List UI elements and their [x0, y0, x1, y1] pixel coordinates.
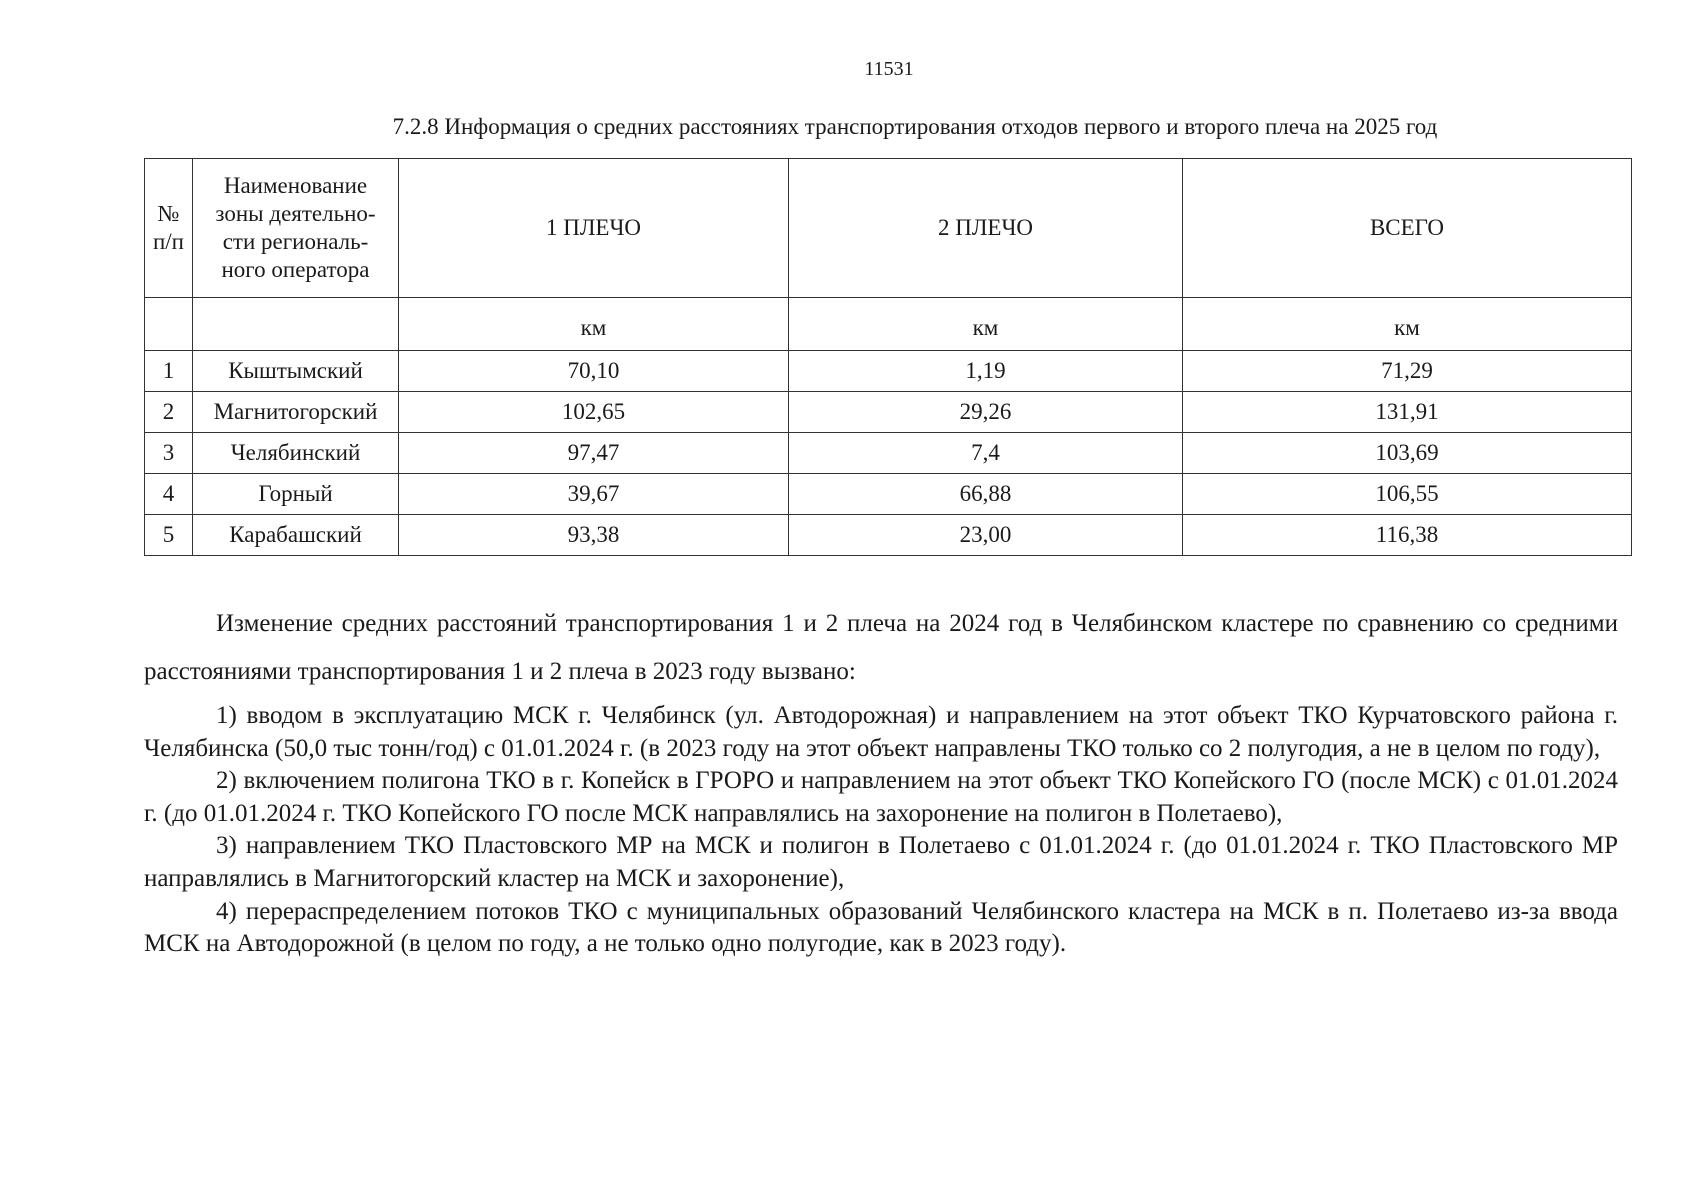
row-total: 131,91: [1183, 392, 1632, 433]
table-units-row: [145, 298, 1632, 351]
list-item: 3) направлением ТКО Пластовского МР на МСК и полигон в Полетаево с 01.01.2024 г. (до 01.01.2024 г. ТКО Пластовского МР направлялись в Магнитогорский кластер на МСК и захоронение),: [144, 832, 1618, 892]
row-total: 106,55: [1183, 474, 1632, 515]
header-num: № п/п: [145, 159, 193, 298]
row-num: 1: [145, 351, 193, 392]
row-leg1: 97,47: [399, 433, 789, 474]
row-leg1: 39,67: [399, 474, 789, 515]
unit-cell: [193, 298, 399, 351]
row-zone-name: Магнитогорский: [193, 392, 399, 433]
unit-cell: км: [789, 298, 1183, 351]
row-num: 5: [145, 515, 193, 556]
header-zone-name: Наименование зоны деятельно- сти региональ- ного оператора: [193, 159, 399, 298]
table-caption: 7.2.8 Информация о средних расстояниях транспортирования отходов первого и второго плеча на 2025 год: [392, 114, 1438, 139]
list-item: 1) вводом в эксплуатацию МСК г. Челябинск (ул. Автодорожная) и направлением на этот объект ТКО Курчатовского района г. Челябинска (50,0 тыс тонн/год) с 01.01.2024 г. (в 2023 году на этот объект направлены ТКО только со 2 полугодия, а не в целом по году),: [144, 702, 1618, 762]
row-num: 3: [145, 433, 193, 474]
table-row: [145, 392, 1632, 433]
header-leg1: 1 ПЛЕЧО: [399, 159, 789, 298]
intro-paragraph: Изменение средних расстояний транспортирования 1 и 2 плеча на 2024 год в Челябинском кластере по сравнению со средними расстояниями транспортирования 1 и 2 плеча в 2023 году вызвано:: [144, 610, 1618, 685]
header-leg2: 2 ПЛЕЧО: [789, 159, 1183, 298]
unit-cell: [145, 298, 193, 351]
row-zone-name: Челябинский: [193, 433, 399, 474]
table-row: [145, 474, 1632, 515]
row-leg2: 7,4: [789, 433, 1183, 474]
reasons-list: [144, 700, 1618, 961]
row-total: 103,69: [1183, 433, 1632, 474]
row-zone-name: Карабашский: [193, 515, 399, 556]
list-item: 4) перераспределением потоков ТКО с муниципальных образований Челябинского кластера на МСК в п. Полетаево из-за ввода МСК на Автодорожной (в целом по году, а не только одно полугодие, как в 2023 году).: [144, 897, 1618, 958]
table-header-row: [145, 159, 1632, 298]
distance-table: [144, 158, 1632, 556]
row-total: 116,38: [1183, 515, 1632, 556]
unit-cell: км: [1183, 298, 1632, 351]
row-zone-name: Горный: [193, 474, 399, 515]
table-row: [145, 351, 1632, 392]
row-leg2: 66,88: [789, 474, 1183, 515]
row-num: 4: [145, 474, 193, 515]
unit-cell: км: [399, 298, 789, 351]
row-leg2: 29,26: [789, 392, 1183, 433]
list-item: 2) включением полигона ТКО в г. Копейск в ГРОРО и направлением на этот объект ТКО Копейского ГО (после МСК) с 01.01.2024 г. (до 01.01.2024 г. ТКО Копейского ГО после МСК направлялись на захоронение на полигон в Полетаево),: [144, 767, 1618, 827]
row-num: 2: [145, 392, 193, 433]
page-number: 11531: [864, 58, 914, 80]
header-total: ВСЕГО: [1183, 159, 1632, 298]
table-row: [145, 433, 1632, 474]
row-total: 71,29: [1183, 351, 1632, 392]
row-leg2: 1,19: [789, 351, 1183, 392]
row-leg1: 102,65: [399, 392, 789, 433]
row-leg1: 70,10: [399, 351, 789, 392]
table-row: [145, 515, 1632, 556]
row-zone-name: Кыштымский: [193, 351, 399, 392]
row-leg1: 93,38: [399, 515, 789, 556]
row-leg2: 23,00: [789, 515, 1183, 556]
